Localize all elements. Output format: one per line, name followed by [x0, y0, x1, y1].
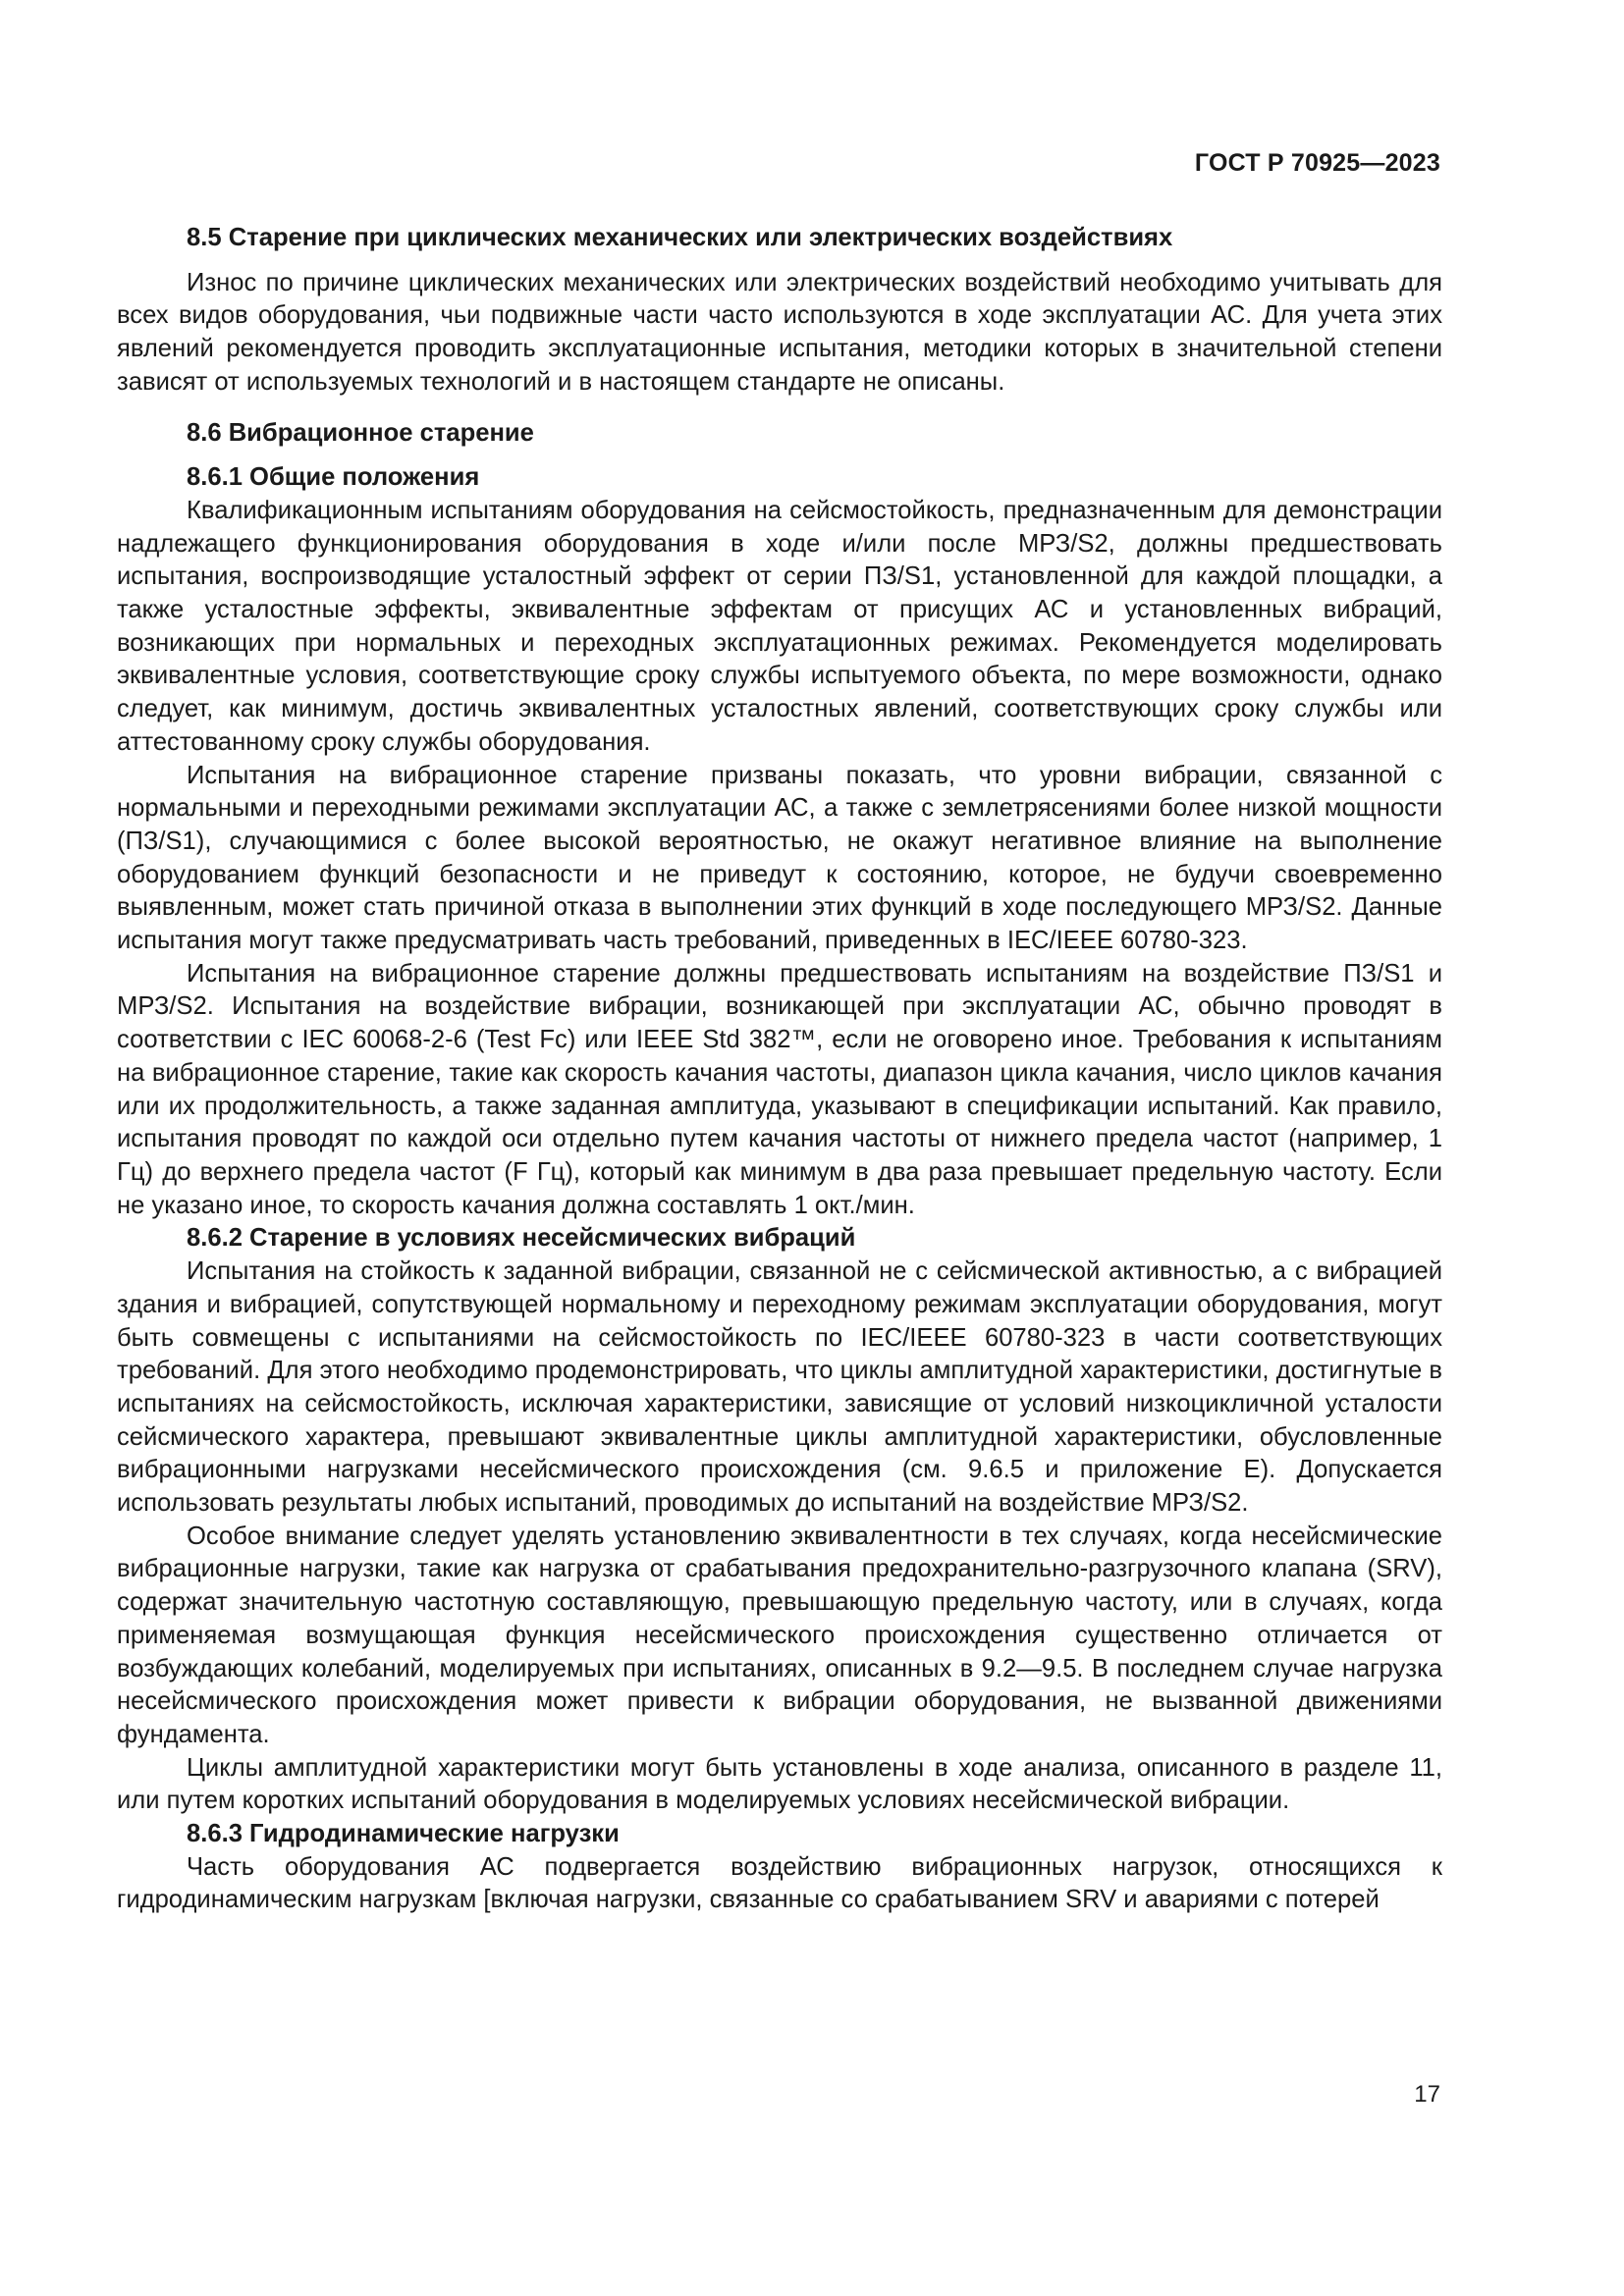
section-8-5-heading: 8.5 Старение при циклических механических или электрических воздействиях: [187, 224, 1173, 251]
section-8-6-2-paragraph-2: Особое внимание следует уделять установлению эквивалентности в тех случаях, когда несейсмические вибрационные нагрузки, такие как нагрузка от срабатывания предохранительно-разгрузочного клапана (SRV), содержат значительную частотную составляющую, превышающую предельную частоту, или в случаях, когда применяемая возмущающая функция несейсмического происхождения существенно отличается от возбуждающих колебаний, моделируемых при испытаниях, описанных в 9.2—9.5. В последнем случае нагрузка несейсмического происхождения может привести к вибрации оборудования, не вызванной движениями фундамента.: [117, 1522, 1442, 1748]
section-8-6-2-paragraph-3: Циклы амплитудной характеристики могут быть установлены в ходе анализа, описанного в разделе 11, или путем коротких испытаний оборудования в моделируемых условиях несейсмической вибрации.: [117, 1753, 1442, 1815]
section-8-6-1-paragraph-3: Испытания на вибрационное старение должны предшествовать испытаниям на воздействие ПЗ/S1 и МРЗ/S2. Испытания на воздействие вибрации, возникающей при эксплуатации АС, обычно проводят в соответствии с IEC 60068-2-6 (Test Fc) или IEEE Std 382™, если не оговорено иное. Требования к испытаниям на вибрационное старение, такие как скорость качания частоты, диапазон цикла качания, число циклов качания или их продолжительность, а также заданная амплитуда, указывают в спецификации испытаний. Как правило, испытания проводят по каждой оси отдельно путем качания частоты от нижнего предела частот (например, 1 Гц) до верхнего предела частот (F Гц), который как минимум в два раза превышает предельную частоту. Если не указано иное, то скорость качания должна составлять 1 окт./мин.: [117, 959, 1442, 1219]
section-8-6-1-paragraph-1: Квалификационным испытаниям оборудования на сейсмостойкость, предназначенным для демонстрации надлежащего функционирования оборудования в ходе и/или после МРЗ/S2, должны предшествовать испытания, воспроизводящие усталостный эффект от серии ПЗ/S1, установленной для каждой площадки, а также усталостные эффекты, эквивалентные эффектам от присущих АС и установленных вибраций, возникающих при нормальных и переходных эксплуатационных режимах. Рекомендуется моделировать эквивалентные условия, соответствующие сроку службы испытуемого объекта, по мере возможности, однако следует, как минимум, достичь эквивалентных усталостных явлений, соответствующих сроку службы или аттестованному сроку службы оборудования.: [117, 496, 1442, 756]
document-id-header: ГОСТ Р 70925—2023: [1194, 149, 1440, 177]
section-8-6-3-heading: 8.6.3 Гидродинамические нагрузки: [187, 1820, 620, 1848]
section-8-6-1-paragraph-2: Испытания на вибрационное старение призваны показать, что уровни вибрации, связанной с нормальными и переходными режимами эксплуатации АС, а также с землетрясениями более низкой мощности (ПЗ/S1), случающимися с более высокой вероятностью, не окажут негативное влияние на выполнение оборудованием функций безопасности и не приведут к состоянию, которое, не будучи своевременно выявленным, может стать причиной отказа в выполнении этих функций в ходе последующего МРЗ/S2. Данные испытания могут также предусматривать часть требований, приведенных в IEC/IEEE 60780-323.: [117, 761, 1442, 955]
page-number: 17: [1414, 2081, 1440, 2108]
section-8-6-1-heading: 8.6.1 Общие положения: [187, 463, 480, 492]
section-8-6-heading: 8.6 Вибрационное старение: [187, 418, 534, 447]
section-8-5-paragraph-1: Износ по причине циклических механических или электрических воздействий необходимо учитывать для всех видов оборудования, чьи подвижные части часто используются в ходе эксплуатации АС. Для учета этих явлений рекомендуется проводить эксплуатационные испытания, методики которых в значительной степени зависят от используемых технологий и в настоящем стандарте не описаны.: [117, 268, 1442, 396]
section-8-6-3-paragraph-1: Часть оборудования АС подвергается воздействию вибрационных нагрузок, относящихся к гидродинамическим нагрузкам [включая нагрузки, связанные со срабатыванием SRV и авариями с потерей: [117, 1852, 1442, 1914]
document-body: [117, 222, 1442, 1917]
spacer: [117, 400, 1442, 417]
section-8-6-2-paragraph-1: Испытания на стойкость к заданной вибрации, связанной не с сейсмической активностью, а с вибрацией здания и вибрацией, сопутствующей нормальному и переходному режимам эксплуатации оборудования, могут быть совмещены с испытаниями на сейсмостойкость по IEC/IEEE 60780-323 в части соответствующих требований. Для этого необходимо продемонстрировать, что циклы амплитудной характеристики, достигнутые в испытаниях на сейсмостойкость, исключая характеристики, зависящие от условий низкоцикличной усталости сейсмического характера, превышают эквивалентные циклы амплитудной характеристики, обусловленные вибрационными нагрузками несейсмического происхождения (см. 9.6.5 и приложение Е). Допускается использовать результаты любых испытаний, проводимых до испытаний на воздействие МРЗ/S2.: [117, 1257, 1442, 1518]
section-8-6-2-heading: 8.6.2 Старение в условиях несейсмических вибраций: [187, 1224, 856, 1253]
